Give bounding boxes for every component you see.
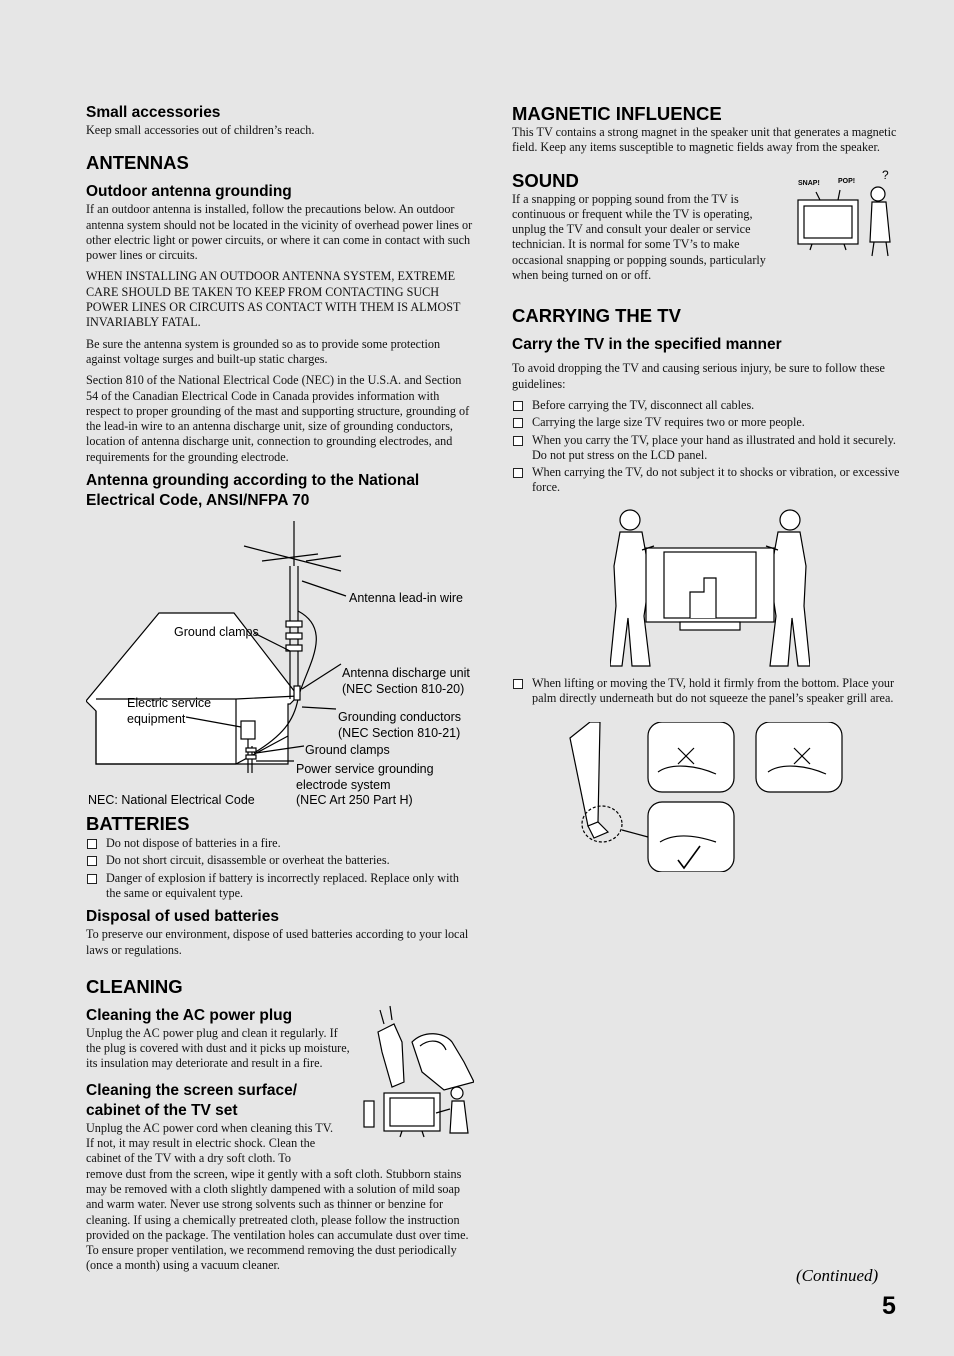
- pop-label: POP!: [838, 177, 856, 185]
- screen-text-a: Unplug the AC power cord when cleaning this TV. If not, it may result in electric shock. Clean the cabinet of the TV with a dry soft cloth. To: [86, 1120, 333, 1166]
- carry-subheading: Carry the TV in the specified manner: [512, 336, 782, 354]
- label-grounding-conductors: Grounding conductors: [338, 710, 461, 725]
- checkbox-icon: [513, 418, 523, 428]
- checkbox-icon: [513, 679, 523, 689]
- label-nec-note: NEC: National Electrical Code: [88, 793, 255, 808]
- outdoor-antenna-heading: Outdoor antenna grounding: [86, 183, 292, 201]
- label-ground-clamps-bottom: Ground clamps: [305, 743, 390, 758]
- outdoor-paragraph-2: WHEN INSTALLING AN OUTDOOR ANTENNA SYSTEM, EXTREME CARE SHOULD BE TAKEN TO KEEP FROM CONTACTING SUCH POWER LINES OR CIRCUITS AS CONTACT WITH THEM IS ALMOST INVARIABLY FATAL.: [86, 269, 461, 330]
- nec-grounding-heading: Antenna grounding according to the National Electrical Code, ANSI/NFPA 70: [86, 472, 420, 510]
- question-mark-label: ?: [882, 167, 889, 182]
- small-accessories-text: Keep small accessories out of children’s reach.: [86, 123, 315, 137]
- label-discharge-section: (NEC Section 810-20): [342, 682, 465, 697]
- antennas-heading: ANTENNAS: [86, 152, 189, 174]
- cleaning-heading: CLEANING: [86, 975, 183, 997]
- label-electrode-system: electrode system: [296, 778, 391, 793]
- lift-list: [512, 676, 902, 707]
- batteries-heading: BATTERIES: [86, 813, 190, 835]
- label-discharge-unit: Antenna discharge unit: [342, 666, 470, 681]
- continued-note: (Continued): [796, 1266, 879, 1285]
- list-item: When carrying the TV, do not subject it to shocks or vibration, or excessive force.: [512, 465, 902, 496]
- screen-heading: Cleaning the screen surface/ cabinet of the TV set: [86, 1081, 298, 1119]
- checkbox-icon: [513, 468, 523, 478]
- plug-text: Unplug the AC power plug and clean it regularly. If the plug is covered with dust and it picks up moisture, its insulation may deteriorate and result in a fire.: [86, 1025, 350, 1071]
- plug-section: [86, 1006, 474, 1072]
- right-column: [512, 103, 902, 872]
- list-item: When lifting or moving the TV, hold it firmly from the bottom. Place your palm directly underneath but do not squeeze the panel’s speaker grill area.: [512, 676, 902, 707]
- list-item: Carrying the large size TV requires two or more people.: [512, 415, 902, 430]
- sound-illustration: [794, 167, 906, 258]
- list-item: Before carrying the TV, disconnect all cables.: [512, 398, 902, 413]
- disposal-heading: Disposal of used batteries: [86, 908, 279, 926]
- antenna-grounding-diagram: [86, 521, 486, 808]
- list-item: Danger of explosion if battery is incorrectly replaced. Replace only with the same or equivalent type.: [86, 871, 474, 902]
- two-people-carrying-illustration: [610, 506, 810, 668]
- outdoor-paragraph-1: If an outdoor antenna is installed, follow the precautions below. An outdoor antenna system should not be located in the vicinity of overhead power lines or other electric light or power circuits, or where it can come in contact with such power lines or circuits.: [86, 202, 473, 263]
- outdoor-paragraph-3: Be sure the antenna system is grounded so as to provide some protection against voltage surges and built-up static charges.: [86, 336, 441, 366]
- screen-section: [86, 1081, 474, 1274]
- checkbox-icon: [87, 856, 97, 866]
- carrying-heading: CARRYING THE TV: [512, 305, 681, 327]
- tv-cleaning-illustration: [362, 1083, 474, 1143]
- house-antenna-illustration: [86, 521, 486, 791]
- label-antenna-lead-in: Antenna lead-in wire: [349, 591, 463, 606]
- checkbox-icon: [87, 839, 97, 849]
- sound-text: If a snapping or popping sound from the TV is continuous or frequent while the TV is operating, unplug the TV and consult your dealer or service technician. It is normal for some TV’s to make occasional snapping or popping sounds, particularly when being turned on or off.: [512, 191, 766, 283]
- magnetic-text: This TV contains a strong magnet in the speaker unit that generates a magnetic field. Keep any items susceptible to magnetic fields away from the speaker.: [512, 125, 897, 155]
- checkbox-icon: [87, 874, 97, 884]
- tv-lifting-grip-illustration: [568, 722, 858, 872]
- label-grounding-section: (NEC Section 810-21): [338, 726, 461, 741]
- checkbox-icon: [513, 401, 523, 411]
- magnetic-heading: MAGNETIC INFLUENCE: [512, 103, 722, 124]
- label-power-service: Power service grounding: [296, 762, 434, 777]
- label-electric-service: Electric service: [127, 696, 212, 711]
- batteries-list: [86, 836, 474, 901]
- outdoor-paragraph-4: Section 810 of the National Electrical Code (NEC) in the U.S.A. and Section 54 of the Canadian Electrical Code in Canada provides information with respect to proper grounding of the mast and supporting structure, grounding of the lead-in wire to an antenna discharge unit, size of grounding conductors, location of antenna discharge unit, connection to grounding electrodes, and requirements for the grounding electrode.: [86, 373, 470, 464]
- screen-text-b: remove dust from the screen, wipe it gently with a soft cloth. Stubborn stains may be removed with a cloth slightly dampened with a solution of mild soap and warm water. Never use strong solvents such as thinner or benzine for cleaning. If using a chemically pretreated cloth, please follow the instruction provided on the package. The ventilation holes can accumulate dust over time. To ensure proper ventilation, we recommend removing the dust periodically (once a month) using a vacuum cleaner.: [86, 1166, 469, 1273]
- label-equipment: equipment: [127, 712, 186, 727]
- carry-intro: To avoid dropping the TV and causing serious injury, be sure to follow these guidelines:: [512, 361, 885, 391]
- carry-list: [512, 398, 902, 496]
- snap-label: SNAP!: [798, 179, 820, 187]
- sound-section: [512, 167, 902, 284]
- small-accessories-heading: Small accessories: [86, 104, 221, 121]
- label-nec-art: (NEC Art 250 Part H): [296, 793, 413, 808]
- list-item: Do not short circuit, disassemble or overheat the batteries.: [86, 853, 474, 868]
- plug-cleaning-illustration: [374, 1002, 474, 1092]
- list-item: When you carry the TV, place your hand as illustrated and hold it securely. Do not put stress on the LCD panel.: [512, 433, 902, 464]
- sound-heading: SOUND: [512, 169, 579, 191]
- label-ground-clamps-top: Ground clamps: [174, 625, 259, 640]
- plug-heading: Cleaning the AC power plug: [86, 1006, 293, 1024]
- left-column: [86, 103, 474, 1274]
- checkbox-icon: [513, 436, 523, 446]
- disposal-text: To preserve our environment, dispose of used batteries according to your local laws or regulations.: [86, 927, 469, 957]
- list-item: Do not dispose of batteries in a fire.: [86, 836, 474, 851]
- page-number: 5: [882, 1292, 896, 1320]
